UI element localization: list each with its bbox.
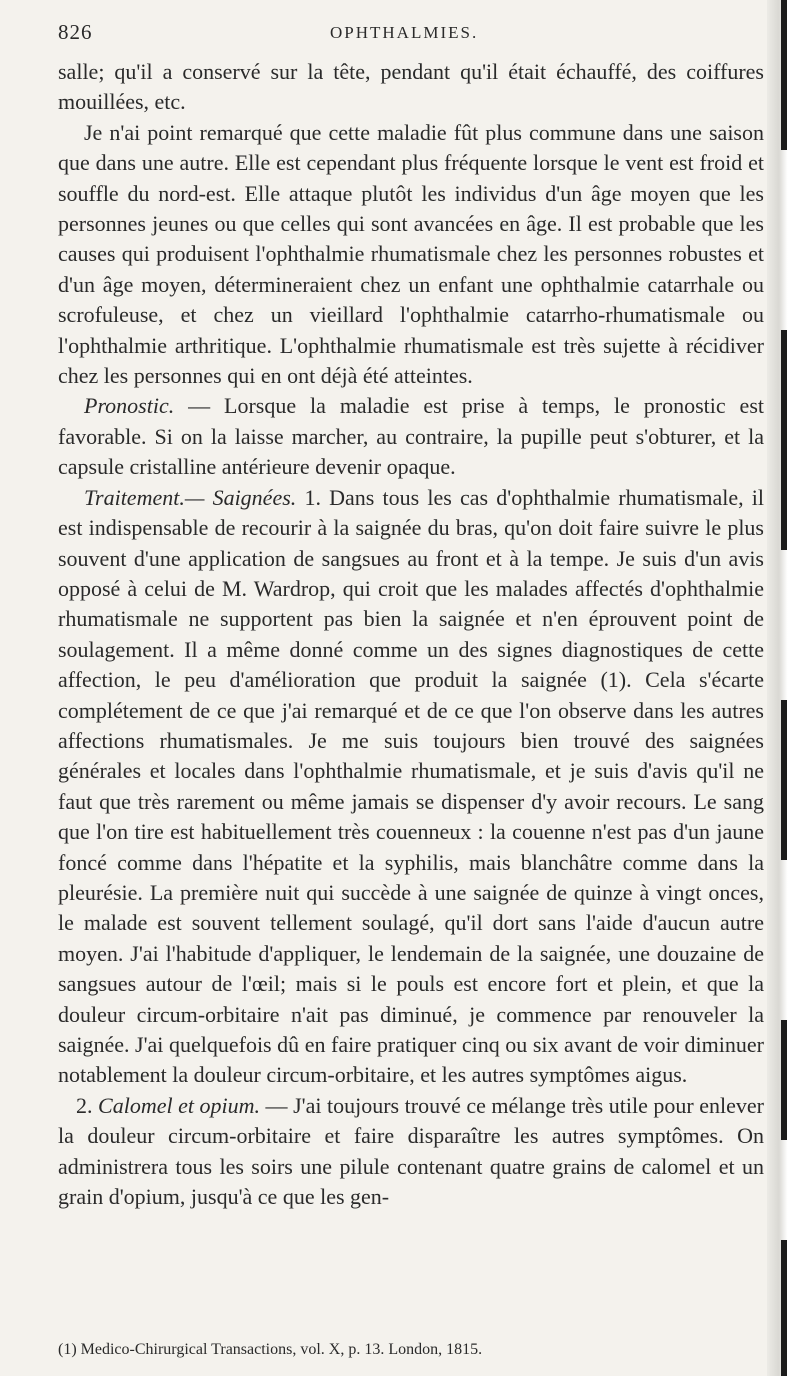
item-number: 2.	[76, 1092, 93, 1118]
edge-mark	[781, 1240, 787, 1376]
edge-mark	[781, 1020, 787, 1140]
edge-mark	[781, 0, 787, 150]
edge-mark	[781, 700, 787, 860]
calomel-text: — J'ai toujours trouvé ce mélange très utile pour enlever la douleur circum-orbitaire et faire disparaître les autres symptômes. On administrera tous les soirs une pilule contenant quatre grains de calomel et un grain d'opium, jusqu'à ce que les gen-	[58, 1092, 764, 1210]
page-header	[58, 20, 758, 46]
paragraph-traitement	[58, 483, 764, 1091]
traitement-text: 1. Dans tous les cas d'ophthalmie rhumatismale, il est indispensable de recourir à la saignée du bras, qu'on doit faire suivre le plus souvent d'une application de sangsues au front et à la tempe. Je suis d'un avis opposé à celui de M. Wardrop, qui croit que les malades affectés d'ophthalmie rhumatismale ne supportent pas bien la saignée et n'en éprouvent point de soulagement. Il a même donné comme un des signes diagnostiques de cette affection, le peu d'amélioration que produit la saignée (1). Cela s'écarte complétement de ce que j'ai remarqué et de ce que l'on observe dans les autres affections rhumatismales. Je me suis toujours bien trouvé des saignées générales et locales dans l'ophthalmie rhumatismale, et je suis d'avis qu'il ne faut que très rarement ou même jamais se dispenser d'y avoir recours. Le sang que l'on tire est habituellement très couenneux : la couenne n'est pas d'un jaune foncé comme dans l'hépatite et la syphilis, mais blanchâtre comme dans la pleurésie. La première nuit qui succède à une saignée de quinze à vingt onces, le malade est souvent tellement soulagé, qu'il dort sans l'aide d'aucun autre moyen. J'ai l'habitude d'appliquer, le lendemain de la saignée, une douzaine de sangsues autour de l'œil; mais si le pouls est encore fort et plein, et que la douleur circum-orbitaire n'ait pas diminué, je commence par renouveler la saignée. J'ai quelquefois dû en faire pratiquer cinq ou six avant de voir diminuer notablement la douleur circum-orbitaire, et les autres symptômes aigus.	[58, 484, 764, 1088]
paragraph-calomel	[58, 1091, 764, 1213]
running-head: OPHTHALMIES.	[330, 23, 479, 42]
paragraph-season: Je n'ai point remarqué que cette maladie fût plus commune dans une saison que dans une autre. Elle est cependant plus fréquente lorsque le vent est froid et souffle du nord-est. Elle attaque plutôt les individus d'un âge moyen que les personnes jeunes ou que celles qui sont avancées en âge. Il est probable que les causes qui produisent l'ophthalmie rhumatismale chez les personnes robustes et d'un âge moyen, détermineraient chez un enfant une ophthalmie catarrhale ou scrofuleuse, et chez un vieillard l'ophthalmie catarrho-rhumatismale ou l'ophthalmie arthritique. L'ophthalmie rhumatismale est très sujette à récidiver chez les personnes qui en ont déjà été atteintes.	[58, 119, 764, 389]
traitement-heading: Traitement.— Saignées.	[84, 484, 297, 510]
calomel-heading: Calomel et opium.	[98, 1092, 261, 1118]
footnote: (1) Medico-Chirurgical Transactions, vol. X, p. 13. London, 1815.	[58, 1341, 483, 1358]
paragraph-continuation: salle; qu'il a conservé sur la tête, pendant qu'il était échauffé, des coiffures mouillées, etc.	[58, 59, 764, 115]
page-edge-shadow	[767, 0, 801, 1376]
body-text	[58, 57, 764, 1212]
paragraph-pronostic	[58, 391, 764, 482]
pronostic-heading: Pronostic.	[84, 393, 175, 419]
page-number: 826	[58, 20, 93, 44]
pronostic-text: — Lorsque la maladie est prise à temps, le pronostic est favorable. Si on la laisse marcher, au contraire, la pupille peut s'obturer, et la capsule cristalline antérieure devenir opaque.	[58, 393, 764, 480]
edge-mark	[781, 330, 787, 550]
